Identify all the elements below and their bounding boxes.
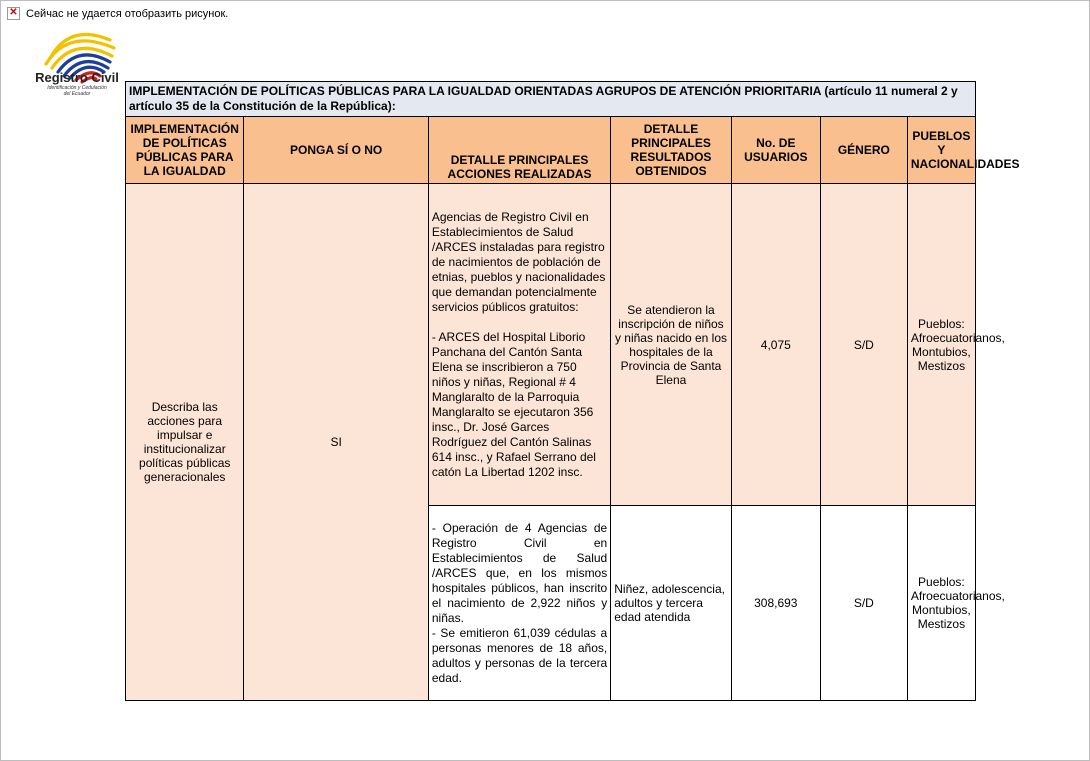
description-cell: Describa las acciones para impulsar e institucionalizar políticas públicas generacionales [126,184,244,701]
results-cell: Niñez, adolescencia, adultos y tercera edad atendida [611,506,732,701]
header-users: No. DE USUARIOS [731,117,820,184]
table-title-row [126,82,976,117]
logo-text [32,70,122,97]
logo-title: Registro Civil [35,70,119,85]
table-header-row [126,117,976,184]
peoples-cell: Pueblos: Afroecuatorianos, Montubios, Mestizos [907,506,975,701]
header-results: DETALLE PRINCIPALES RESULTADOS OBTENIDOS [611,117,732,184]
header-yes-no: PONGA SÍ O NO [244,117,428,184]
results-cell: Se atendieron la inscripción de niños y niñas nacido en los hospitales de la Provincia de Santa Elena [611,184,732,506]
logo-subtitle-2: del Ecuador [63,91,91,97]
header-implementation: IMPLEMENTACIÓN DE POLÍTICAS PÚBLICAS PARA LA IGUALDAD [126,117,244,184]
broken-image-icon: ✕ [7,7,20,20]
gender-cell: S/D [820,506,907,701]
header-actions: DETALLE PRINCIPALES ACCIONES REALIZADAS [428,117,610,184]
gender-cell: S/D [820,184,907,506]
header-gender: GÉNERO [820,117,907,184]
table-row [126,184,976,506]
users-cell: 4,075 [731,184,820,506]
peoples-cell: Pueblos: Afroecuatorianos, Montubios, Mestizos [907,184,975,506]
table-title: IMPLEMENTACIÓN DE POLÍTICAS PÚBLICAS PARA LA IGUALDAD ORIENTADAS AGRUPOS DE ATENCIÓN PRIORITARIA (artículo 11 numeral 2 y artículo 35 de la Constitución de la República): [126,82,976,117]
answer-cell: SI [244,184,428,701]
actions-cell: - Operación de 4 Agencias de Registro Civil en Establecimientos de Salud /ARCES que, en los mismos hospitales públicos, han inscrito el nacimiento de 2,922 niños y niñas. - Se emitieron 61,039 cédulas a personas menores de 18 años, adultos y personas de la tercera edad. [428,506,610,701]
actions-cell: Agencias de Registro Civil en Establecimientos de Salud /ARCES instaladas para registro de nacimientos de población de etnias, pueblos y nacionalidades que demandan potencialmente servicios públicos gratuitos: - ARCES del Hospital Liborio Panchana del Cantón Santa Elena se inscribieron a 750 niños y niñas, Regional # 4 Manglaralto de la Parroquia Manglaralto se ejecutaron 356 insc., Dr. José Garces Rodríguez del Cantón Salinas 614 insc., y Rafael Serrano del catón La Libertad 1202 insc. [428,184,610,506]
users-cell: 308,693 [731,506,820,701]
broken-image-text: Сейчас не удается отобразить рисунок. [26,7,229,20]
header-peoples: PUEBLOS Y NACIONALIDADES [907,117,975,184]
policies-table [125,81,1020,701]
logo-subtitle-1: Identificación y Cedulación [47,85,107,91]
